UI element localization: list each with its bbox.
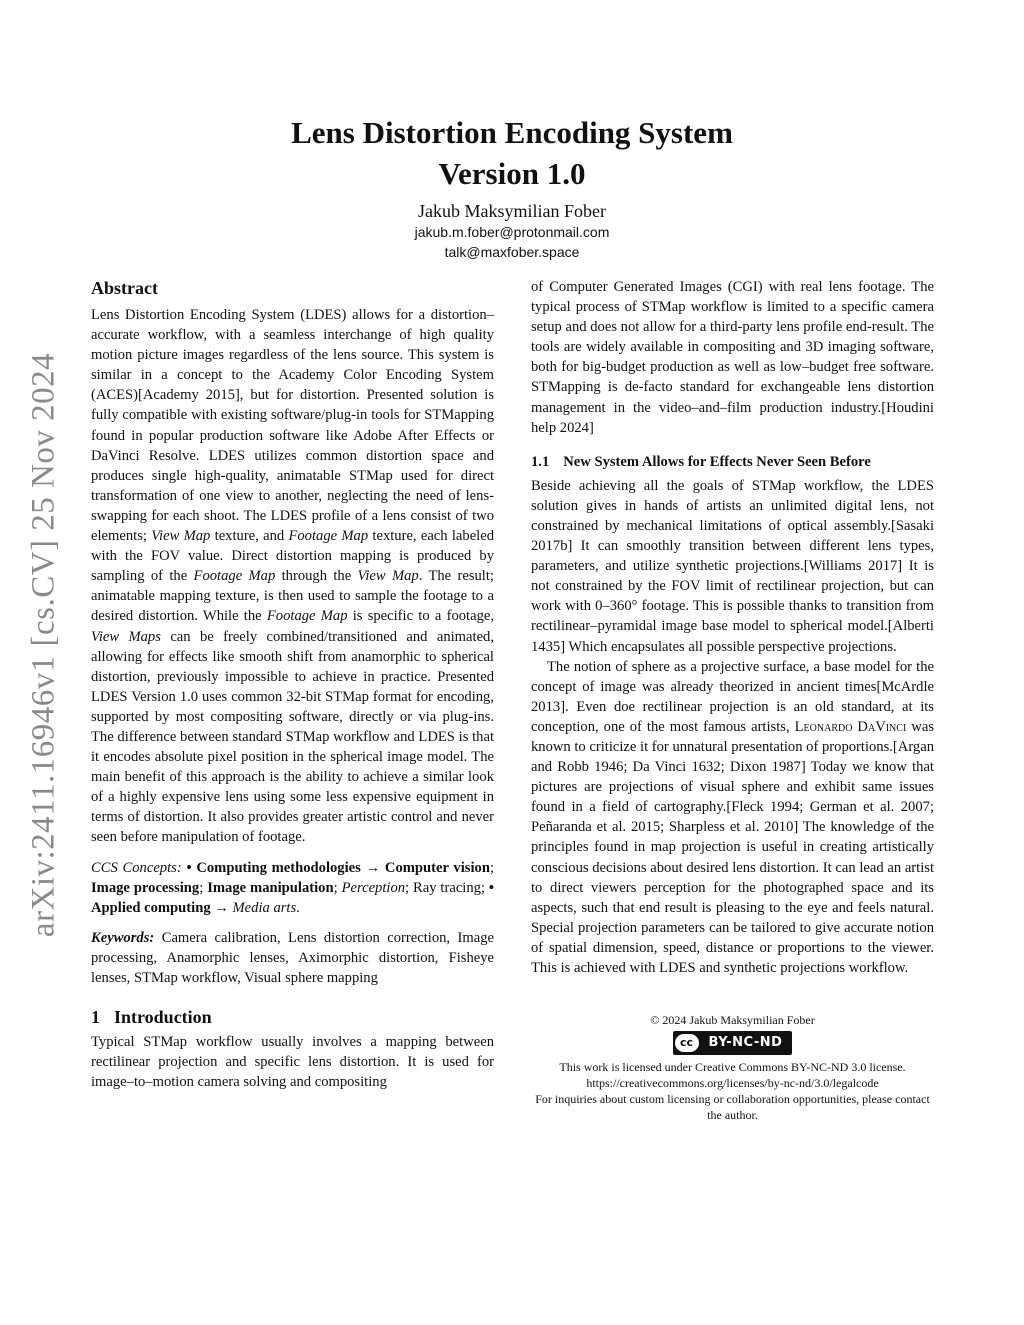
keywords-text: Camera calibration, Lens distortion correction, Image processing, Anamorphic lenses, Aximorphic distortion, Fisheye lenses, STMap workflow, Visual sphere mapping <box>91 929 495 986</box>
section-heading-introduction: 1 Introduction <box>91 1007 212 1028</box>
em-footage-map: Footage Map <box>193 568 276 585</box>
inquiries-note: For inquiries about custom licensing or collaboration opportunities, please contact the author. <box>535 1092 930 1123</box>
abstract-heading: Abstract <box>91 278 158 298</box>
abstract-text: Lens Distortion Encoding System (LDES) allows for a distortion–accurate workflow, with a seamless interchange of high quality motion picture images regardless of the lens source. This system is similar in a concept to the Academy Color Encoding System (ACES)[Academy 2015], but for distortion. Presented solution is fully compatible with existing software/plug-in tools for STMapping found in popular production software like Adobe After Effects or DaVinci Resolve. LDES utilizes common distortion space and produces single high-quality, animatable STMap used for direct transformation of one view to another, neglecting the need of lens-swapping for each shoot. The LDES profile of a lens consist of two elements; View Map texture, and Footage Map texture, each labeled with the FOV value. Direct distortion mapping is produced by sampling of the Footage Map through the View Map. The result; animatable mapping texture, is then used to sample the footage to a desired distortion. While the Footage Map is specific to a footage, View Maps can be freely combined/transitioned and animated, allowing for effects like smooth shift from anamorphic to spherical distortion, previously impossible to achieve in practice. Presented LDES Version 1.0 uses common 32-bit STMap format for encoding, supported by most compositing software, directly or via plug-ins. The difference between standard STMap workflow and LDES is that it encodes absolute pixel position in the spherical image model. The main benefit of this approach is the ability to achieve a similar look of a highly expensive lens using some less expensive equipment in terms of distortion. It also provides greater artistic control and never seen before manipulation of footage. <box>91 307 494 846</box>
em-view-map: View Map <box>357 568 419 585</box>
left-column <box>91 277 494 1092</box>
intro-paragraph-left: Typical STMap workflow usually involves a mapping between rectilinear projection and specific lens distortion. It is used for image–to–motion camera solving and compositing <box>91 1034 494 1091</box>
em-view-maps: View Maps <box>91 628 161 645</box>
copyright-notice: © 2024 Jakub Maksymilian Fober <box>650 1013 815 1028</box>
cc-icon: cc <box>675 1034 699 1052</box>
subsection-paragraph-2: The notion of sphere as a projective surface, a base model for the concept of image was already theorized in ancient times[McArdle 2013]. Even doe rectilinear projection is an old standard, at its conception, one of the most famous artists, Leonardo DaVinci was known to criticize it for unnatural presentation of proportions.[Argan and Robb 1946; Da Vinci 1632; Dixon 1987] Today we know that pictures are projections of visual sphere and exhibit same issues found in a field of cartography.[Fleck 1994; German et al. 2007; Peñaranda et al. 2015; Sharpless et al. 2010] The knowledge of the principles found in map projection is useful in creating artistically conscious decisions about desired lens distortion. It can lead an artist to direct viewers perception for the photographed space and its aspects, such that end result is pleasing to the eye and feels natural. Special projection parameters can be tailored to give accurate notion of spatial dimension, speed, distance or proportions to the viewer. This is achieved with LDES and synthetic projections workflow. <box>531 658 934 976</box>
author-email-1: jakub.m.fober@protonmail.com <box>414 224 610 240</box>
subsection-paragraph-1: Beside achieving all the goals of STMap workflow, the LDES solution gives in hands of artists an unlimited digital lens, not constrained by mechanical limitations of optical assembly.[Sasaki 2017b] It can smoothly transition between different lens types, parameters, and utilize synthetic projections.[Williams 2017] It is not constrained by the FOV limit of rectilinear projection, but can work with 0–360° footage. This is possible thanks to transition from rectilinear–pyramidal image base model to spherical model.[Alberti 1435] Which encapsulates all possible perspective projections. <box>531 477 934 655</box>
license-url[interactable]: https://creativecommons.org/licenses/by-nc-nd/3.0/legalcode <box>586 1076 879 1091</box>
right-column <box>531 277 934 1123</box>
em-footage-map: Footage Map <box>288 528 369 545</box>
subsection-heading: 1.1 New System Allows for Effects Never Seen Before <box>531 453 871 470</box>
title-block <box>91 112 933 262</box>
license-statement: This work is licensed under Creative Commons BY-NC-ND 3.0 license. <box>559 1060 906 1075</box>
leonardo-name: Leonardo DaVinci <box>794 718 907 735</box>
title-line-2: Version 1.0 <box>438 156 586 191</box>
cc-license-badge <box>673 1031 793 1055</box>
author-name: Jakub Maksymilian Fober <box>418 201 606 221</box>
intro-paragraph-right: of Computer Generated Images (CGI) with real lens footage. The typical process of STMap workflow is limited to a specific camera setup and does not allow for a third-party lens profile end-result. The tools are widely available in compositing and 3D imaging software, both for big-budget production as well as low–budget free software. STMapping is de-facto standard for exchangeable lens distortion management in the video–and–film production industry.[Houdini help 2024] <box>531 279 934 436</box>
author-email-2: talk@maxfober.space <box>444 244 580 260</box>
cc-badge-label: BY-NC-ND <box>708 1035 783 1051</box>
arxiv-identifier: arXiv:2411.16946v1 [cs.CV] 25 Nov 2024 <box>25 352 62 938</box>
em-footage-map: Footage Map <box>266 608 348 625</box>
title-line-1: Lens Distortion Encoding System <box>291 115 733 150</box>
keywords <box>91 928 494 988</box>
ccs-label: CCS Concepts: <box>91 859 182 876</box>
license-footer <box>531 1012 934 1123</box>
ccs-concepts: CCS Concepts: • Computing methodologies → Computer vision; Image processing; Image manipulation; Perception; Ray tracing; • Applied computing → Media arts. <box>91 859 495 916</box>
em-view-map: View Map <box>151 528 211 545</box>
keywords-label: Keywords: <box>91 929 155 946</box>
paper-title <box>91 112 933 194</box>
